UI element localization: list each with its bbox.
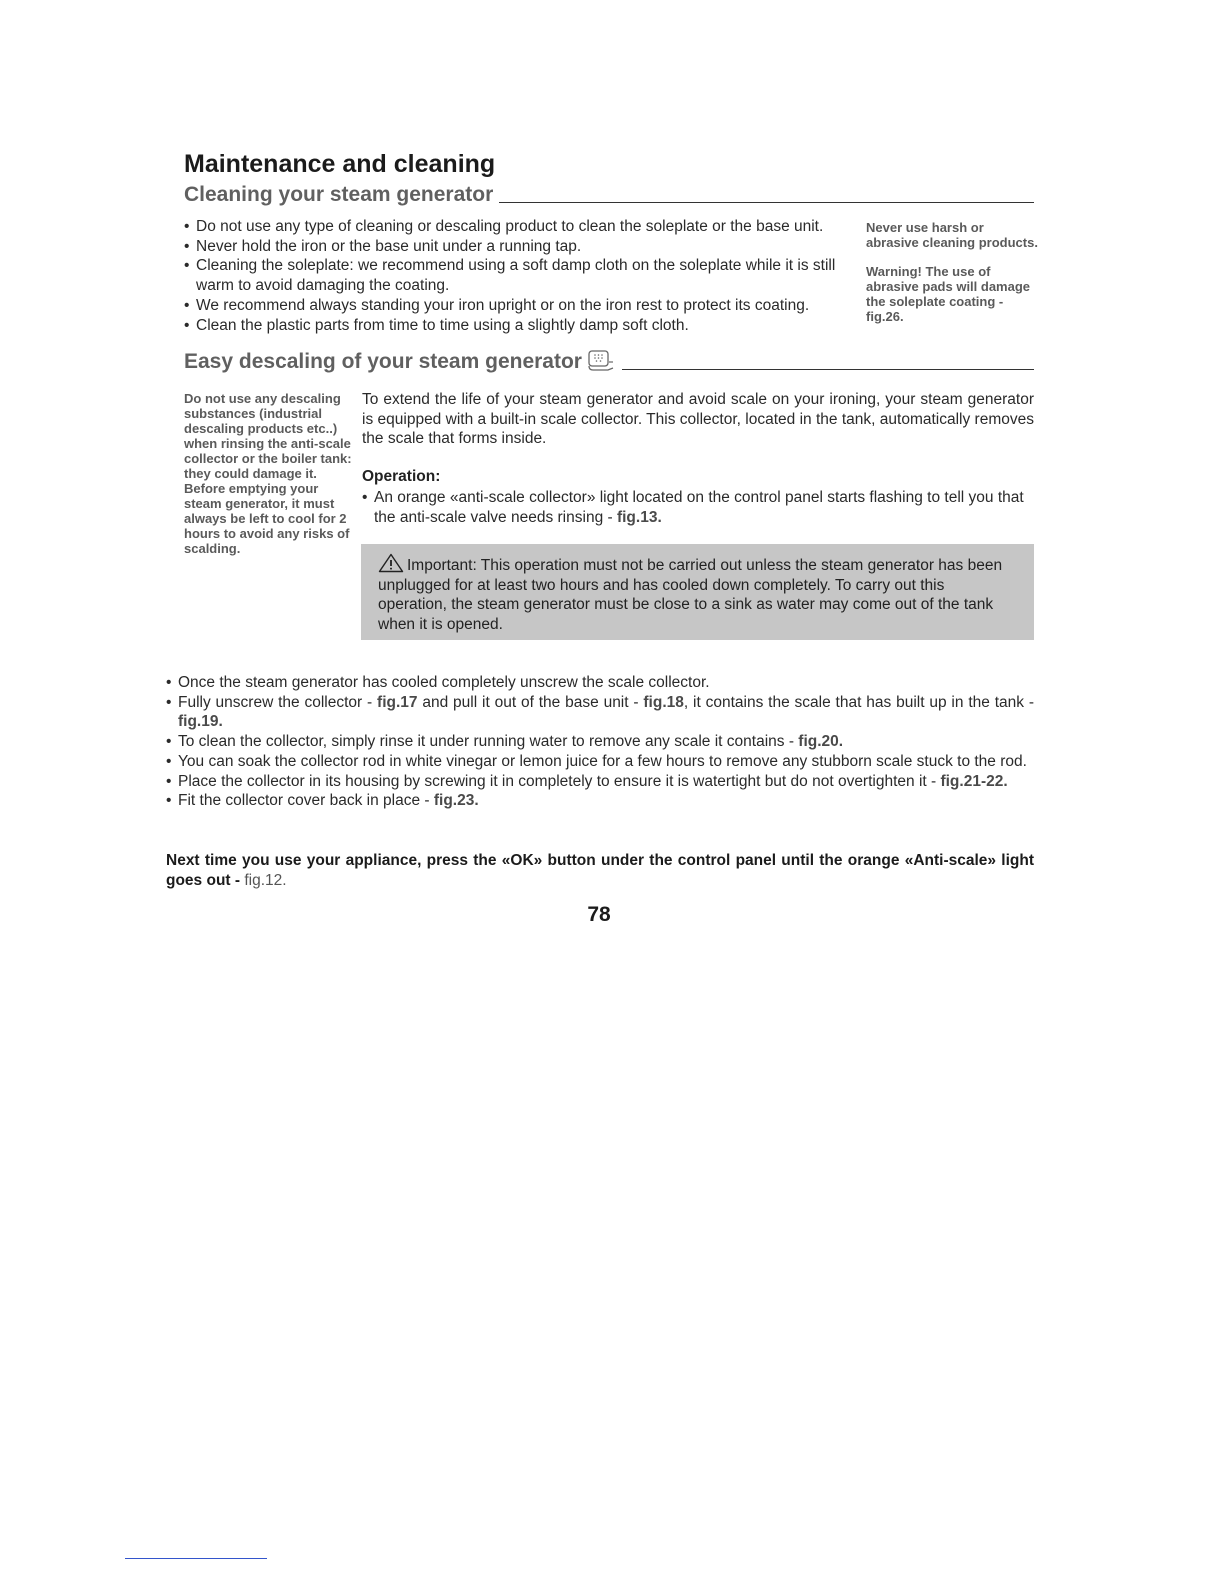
warning-text: Important: This operation must not be carried out unless the steam generator has been unplugged for at least two hours and has cooled down completely. To carry out this operation, the steam generator must be close to a sink as water may come out of the tank when it is opened.: [378, 557, 1003, 634]
list-item: [166, 673, 1034, 693]
step-text: To clean the collector, simply rinse it under running water to remove any scale it contains -: [178, 733, 799, 751]
list-item: • Clean the plastic parts from time to time using a slightly damp soft cloth.: [184, 316, 860, 336]
section-heading-descaling: [184, 350, 1034, 374]
section-heading-cleaning: [184, 183, 1034, 207]
descaling-intro: To extend the life of your steam generator and avoid scale on your ironing, your steam generator is equipped with a built-in scale collector. This collector, located in the tank, automatically removes the scale that forms inside.: [362, 391, 1034, 448]
fig-reference: fig.18: [643, 693, 684, 711]
step-text: Fully unscrew the collector -: [178, 693, 378, 711]
side-note-text: Warning! The use of abrasive pads will damage the soleplate coating - fig.26.: [866, 264, 1031, 324]
operation-text: An orange «anti-scale collector» light located on the control panel starts flashing to tell you that the anti-scale valve needs rinsing -: [374, 489, 1024, 526]
descaling-steps: [166, 673, 1034, 811]
list-item: [362, 488, 1034, 527]
heading-rule: [499, 202, 1034, 203]
descaling-side-note: [184, 391, 354, 556]
step-text: Place the collector in its housing by screwing it in completely to ensure it is watertight but do not overtighten it -: [178, 772, 941, 790]
list-item: • Do not use any type of cleaning or descaling product to clean the soleplate or the base unit.: [184, 217, 860, 237]
warning-triangle-icon: [378, 553, 404, 573]
footnote-rule: [125, 1558, 267, 1559]
cleaning-list: [184, 217, 860, 335]
closing-note: [166, 851, 1034, 890]
closing-separator: -: [230, 871, 245, 889]
fig-reference: fig.13.: [616, 508, 662, 526]
fig-reference: fig.19.: [178, 713, 223, 731]
section-heading-text: Cleaning your steam generator: [184, 183, 494, 206]
step-text: Once the steam generator has cooled completely unscrew the scale collector.: [178, 674, 710, 691]
warning-box: [361, 544, 1034, 640]
page-number: 78: [587, 903, 611, 926]
heading-rule: [622, 369, 1034, 370]
list-item: [166, 791, 1034, 811]
fig-reference: fig.21-22.: [940, 772, 1008, 790]
list-item: [166, 772, 1034, 792]
closing-text: Next time you use your appliance, press the «OK» button under the control panel until the orange «Anti-scale» light goes out: [166, 852, 1034, 889]
list-item: [166, 752, 1034, 772]
fig-reference: fig.20.: [798, 733, 844, 751]
fig-reference: fig.23.: [433, 792, 479, 810]
step-text: , it contains the scale that has built up in the tank -: [683, 693, 1034, 711]
operation-heading: Operation:: [362, 468, 441, 485]
step-text: and pull it out of the base unit -: [417, 693, 644, 711]
page-title: Maintenance and cleaning: [184, 150, 496, 178]
list-item: [166, 693, 1034, 732]
section-heading-text: Easy descaling of your steam generator: [184, 350, 582, 373]
step-text: You can soak the collector rod in white vinegar or lemon juice for a few hours to remove any stubborn scale stuck to the rod.: [178, 752, 1027, 770]
cleaning-side-note: [866, 220, 1038, 338]
fig-reference: fig.17: [377, 693, 418, 711]
list-item: • Never hold the iron or the base unit under a running tap.: [184, 237, 860, 257]
list-item: [166, 732, 1034, 752]
list-item: • Cleaning the soleplate: we recommend using a soft damp cloth on the soleplate while it is still warm to avoid damaging the coating.: [184, 256, 860, 295]
operation-list: [362, 488, 1034, 527]
side-note-text: Never use harsh or abrasive cleaning products.: [866, 220, 1038, 250]
side-note-text: Do not use any descaling substances (industrial descaling products etc..) when rinsing the anti-scale collector or the boiler tank:: [184, 391, 352, 466]
fig-reference: fig.12.: [244, 871, 287, 889]
side-note-text: they could damage it.: [184, 466, 317, 481]
list-item: • We recommend always standing your iron upright or on the iron rest to protect its coating.: [184, 296, 860, 316]
side-note-text: Before emptying your steam generator, it must always be left to cool for 2 hours to avoid any risks of scalding.: [184, 481, 350, 556]
step-text: Fit the collector cover back in place -: [178, 792, 434, 810]
steam-generator-icon: [588, 350, 614, 372]
